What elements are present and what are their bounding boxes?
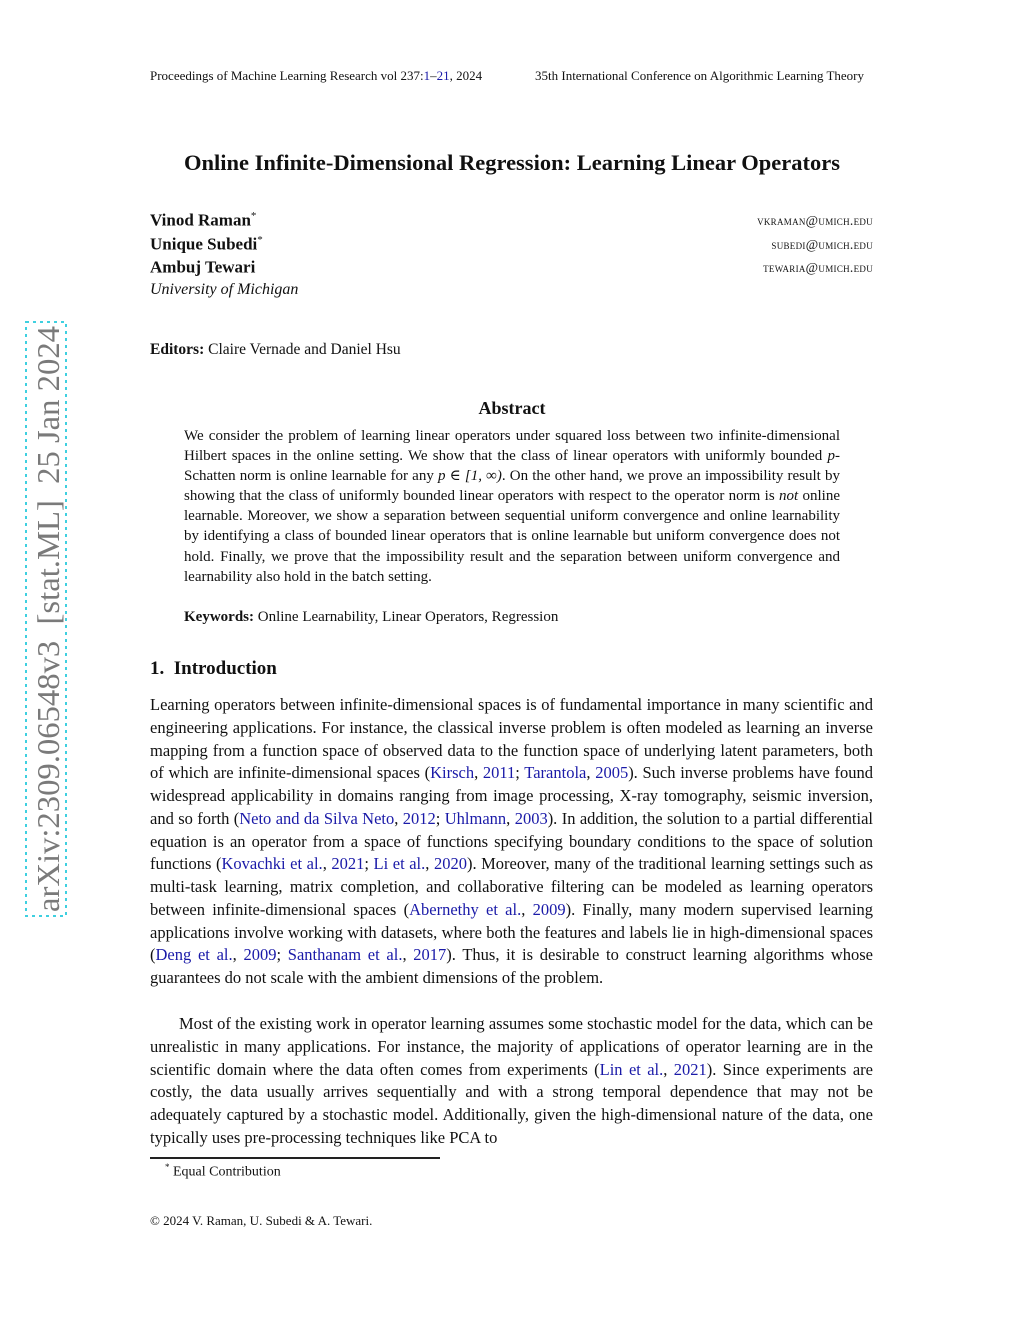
author-1-email[interactable]: vkraman@umich.edu <box>757 213 873 228</box>
intro-paragraph-2: Most of the existing work in operator learning assumes some stochastic model for the data, which can be unrealistic in many applications. For instance, the majority of applications of operator learning are in the scientific domain where the data often comes from experiments (Lin et al., 2021). Since experiments are costly, the data usually arrives sequentially and with a strong temporal dependence that may not be adequately captured by a stochastic model. Additionally, given the high-dimensional nature of the data, one typically uses pre-processing techniques like PCA to <box>150 1014 873 1147</box>
citation-tarantola-year[interactable]: 2005 <box>595 763 629 783</box>
citation-santhanam-year[interactable]: 2017 <box>413 945 447 965</box>
citation-kovachki[interactable]: Kovachki et al. <box>221 854 323 874</box>
citation-kovachki-year[interactable]: 2021 <box>331 854 365 874</box>
citation-uhlmann-year[interactable]: 2003 <box>514 808 548 828</box>
citation-neto[interactable]: Neto and da Silva Neto <box>239 808 395 828</box>
citation-santhanam[interactable]: Santhanam et al. <box>287 945 403 965</box>
affiliation: University of Michigan <box>150 281 299 298</box>
citation-uhlmann[interactable]: Uhlmann <box>444 808 507 828</box>
author-3-email[interactable]: tewaria@umich.edu <box>763 260 873 275</box>
citation-abernethy-year[interactable]: 2009 <box>532 899 566 919</box>
citation-li-year[interactable]: 2020 <box>433 854 467 874</box>
last-page-link[interactable]: 21 <box>436 68 450 83</box>
first-page-link[interactable]: 1 <box>423 68 431 83</box>
citation-neto-year[interactable]: 2012 <box>402 808 436 828</box>
author-2-email[interactable]: subedi@umich.edu <box>771 237 873 252</box>
citation-deng[interactable]: Deng et al. <box>155 945 233 965</box>
citation-deng-year[interactable]: 2009 <box>243 945 277 965</box>
author-3: Ambuj Tewari <box>150 257 256 277</box>
section-heading-introduction: 1. Introduction <box>150 658 277 679</box>
running-header-left: Proceedings of Machine Learning Research vol 237:1–21, 2024 <box>150 68 483 83</box>
citation-kirsch-year[interactable]: 2011 <box>482 763 516 783</box>
citation-li[interactable]: Li et al. <box>373 854 426 874</box>
arxiv-stamp-text: arXiv:2309.06548v3 [stat.ML] 25 Jan 2024 <box>31 346 66 912</box>
citation-lin-year[interactable]: 2021 <box>673 1059 707 1079</box>
author-1: Vinod Raman* <box>150 210 257 230</box>
editors-line: Editors: Claire Vernade and Daniel Hsu <box>150 341 401 358</box>
footnote: * Equal Contribution <box>165 1162 281 1180</box>
copyright-line: © 2024 V. Raman, U. Subedi & A. Tewari. <box>150 1213 373 1228</box>
intro-paragraph-1: Learning operators between infinite-dimensional spaces is of fundamental importance in many scientific and engineering applications. For instance, the classical inverse problem is often modeled as learning an inverse mapping from a function space of observed data to the function space of underlying latent parameters, both of which are infinite-dimensional spaces (Kirsch, 2011; Tarantola, 2005). Such inverse problems have found widespread applicability in domains ranging from image processing, X-ray tomography, seismic inversion, and so forth (Neto and da Silva Neto, 2012; Uhlmann, 2003). In addition, the solution to a partial differential equation is an operator from a space of functions specifying boundary conditions to the space of solution functions (Kovachki et al., 2021; Li et al., 2020). Moreover, many of the traditional learning settings such as multi-task learning, matrix completion, and collaborative filtering can be modeled as learning operators between infinite-dimensional spaces (Abernethy et al., 2009). Finally, many modern supervised learning applications involve working with datasets, where both the features and labels lie in high-dimensional spaces (Deng et al., 2009; Santhanam et al., 2017). Thus, it is desirable to construct learning algorithms whose guarantees do not scale with the ambient dimensions of the problem. <box>150 695 874 987</box>
author-2: Unique Subedi* <box>150 234 263 254</box>
abstract-heading: Abstract <box>478 398 546 418</box>
running-header-right: 35th International Conference on Algorithmic Learning Theory <box>535 68 864 83</box>
citation-tarantola[interactable]: Tarantola <box>524 763 587 783</box>
abstract-body: We consider the problem of learning linear operators under squared loss between two infinite-dimensional Hilbert spaces in the online setting. We show that the class of linear operators with uniformly bounded p-Schatten norm is online learnable for any p ∈ [1, ∞). On the other hand, we prove an impossibility result by showing that the class of uniformly bounded linear operators with respect to the operator norm is not online learnable. Moreover, we show a separation between sequential uniform convergence and online learnability by identifying a class of bounded linear operators that is online learnable but uniform convergence does not hold. Finally, we prove that the impossibility result and the separation between uniform convergence and learnability also hold in the batch setting. <box>184 428 840 585</box>
paper-title: Online Infinite-Dimensional Regression: Learning Linear Operators <box>183 150 841 175</box>
citation-kirsch[interactable]: Kirsch <box>430 763 475 783</box>
citation-lin[interactable]: Lin et al. <box>599 1059 664 1079</box>
keywords-line: Keywords: Online Learnability, Linear Operators, Regression <box>184 609 559 625</box>
footnote-rule <box>150 1157 440 1159</box>
citation-abernethy[interactable]: Abernethy et al. <box>409 899 522 919</box>
